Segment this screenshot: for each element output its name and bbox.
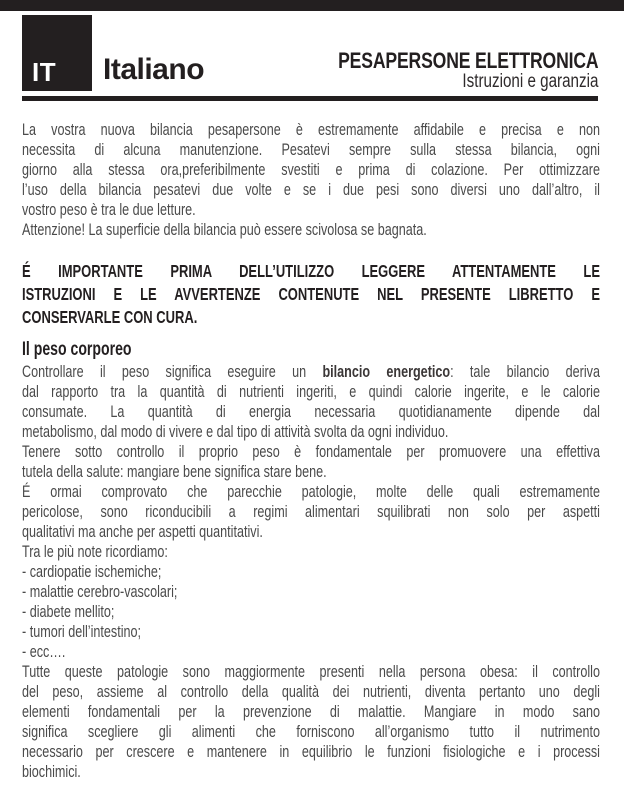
text-segment: necessario per crescere e mantenere in equilibrio le funzioni fisiologiche e i processi [22, 742, 600, 761]
text-segment: - ecc…. [22, 642, 66, 661]
text-line [22, 762, 600, 782]
top-black-bar [0, 0, 624, 11]
header-right [338, 49, 598, 92]
text-segment: biochimici. [22, 762, 81, 781]
text-line [22, 482, 600, 502]
text-line [22, 180, 600, 200]
document-subtitle: Istruzioni e garanzia [461, 71, 598, 92]
text-segment: Il peso corporeo [22, 339, 132, 360]
text-line [22, 120, 600, 140]
text-segment: ISTRUZIONI E LE AVVERTENZE CONTENUTE NEL PRESENTE LIBRETTO E [22, 284, 600, 304]
text-segment: Tenere sotto controllo il proprio peso è fondamentale per promuovere una effettiva [22, 442, 600, 461]
text-line [22, 160, 600, 180]
text-segment: vostro peso è tra le due letture. [22, 200, 196, 219]
text-line [22, 502, 600, 522]
text-line [22, 522, 600, 542]
text-segment: Tra le più note ricordiamo: [22, 542, 168, 561]
text-line [22, 742, 600, 762]
text-segment: La vostra nuova bilancia pesapersone è estremamente affidabile e precisa e non [22, 120, 600, 139]
text-segment: : tale bilancio deriva [450, 362, 600, 381]
text-segment: necessita di alcuna manutenzione. Pesatevi sempre sulla stessa bilancia, ogni [22, 140, 600, 159]
text-segment: qualitativi ma anche per aspetti quantitativi. [22, 522, 263, 541]
text-line [22, 140, 600, 160]
text-line [22, 562, 600, 582]
language-badge [22, 15, 92, 91]
text-segment: É IMPORTANTE PRIMA DELL’UTILIZZO LEGGERE ATTENTAMENTE LE [22, 261, 600, 281]
text-line [22, 422, 600, 442]
bold-text-segment: bilancio energetico [322, 362, 451, 381]
text-line [22, 542, 600, 562]
paragraph [22, 260, 600, 329]
text-segment: pericolose, sono riconducibili a regimi alimentari squilibrati non solo per aspetti [22, 502, 600, 521]
text-segment: É ormai comprovato che parecchie patologie, molte delle quali estremamente [22, 482, 600, 501]
text-segment: giorno alla stessa ora,preferibilmente svestiti e prima di colazione. Per ottimizzare [22, 160, 600, 179]
text-segment: significa scegliere gli alimenti che forniscono all’organismo tutto il nutrimento [22, 722, 600, 741]
text-line [22, 682, 600, 702]
text-segment: consumate. La quantità di energia necessaria quotidianamente dipende dal [22, 402, 600, 421]
text-segment: tutela della salute: mangiare bene significa stare bene. [22, 462, 327, 481]
text-segment: - cardiopatie ischemiche; [22, 562, 162, 581]
text-line [22, 622, 600, 642]
text-line [22, 582, 600, 602]
text-segment: metabolismo, dal modo di vivere e dal tipo di attività svolta da ogni individuo. [22, 422, 449, 441]
text-segment: - diabete mellito; [22, 602, 115, 621]
text-line [22, 306, 600, 329]
text-segment: Controllare il peso significa eseguire un [22, 362, 323, 381]
language-code-label: IT [32, 57, 57, 87]
language-name-label: Italiano [103, 53, 205, 86]
product-title: PESAPERSONE ELETTRONICA [337, 48, 598, 73]
text-line [22, 662, 600, 682]
document-body [22, 120, 600, 782]
text-line [22, 220, 600, 240]
text-line [22, 402, 600, 422]
text-segment: dal rapporto tra la quantità di nutrienti ingeriti, e quindi calorie ingerite, e le calorie [22, 382, 600, 401]
text-segment: elementi fondamentali per la prevenzione di malattie. Mangiare in modo sano [22, 702, 600, 721]
text-line [22, 722, 600, 742]
text-segment: del peso, assieme al controllo della qualità dei nutrienti, diventa pertanto uno degli [22, 682, 600, 701]
text-segment: Attenzione! La superficie della bilancia può essere scivolosa se bagnata. [22, 220, 427, 239]
text-line [22, 462, 600, 482]
text-segment: l’uso della bilancia pesatevi due volte e se i due pesi sono diversi uno dall’altro, il [22, 180, 600, 199]
text-line [22, 340, 600, 360]
text-segment: - malattie cerebro-vascolari; [22, 582, 178, 601]
paragraph [22, 120, 600, 240]
text-line [22, 702, 600, 722]
text-segment: CONSERVARLE CON CURA. [22, 307, 198, 327]
paragraph [22, 362, 600, 782]
section-heading [22, 340, 600, 360]
text-line [22, 602, 600, 622]
text-line [22, 442, 600, 462]
text-segment: Tutte queste patologie sono maggiormente presenti nella persona obesa: il controllo [22, 662, 600, 681]
text-line [22, 362, 600, 382]
text-line [22, 260, 600, 283]
text-segment: - tumori dell’intestino; [22, 622, 142, 641]
text-line [22, 382, 600, 402]
text-line [22, 200, 600, 220]
header-divider-rule [22, 96, 598, 101]
text-line [22, 642, 600, 662]
text-line [22, 283, 600, 306]
